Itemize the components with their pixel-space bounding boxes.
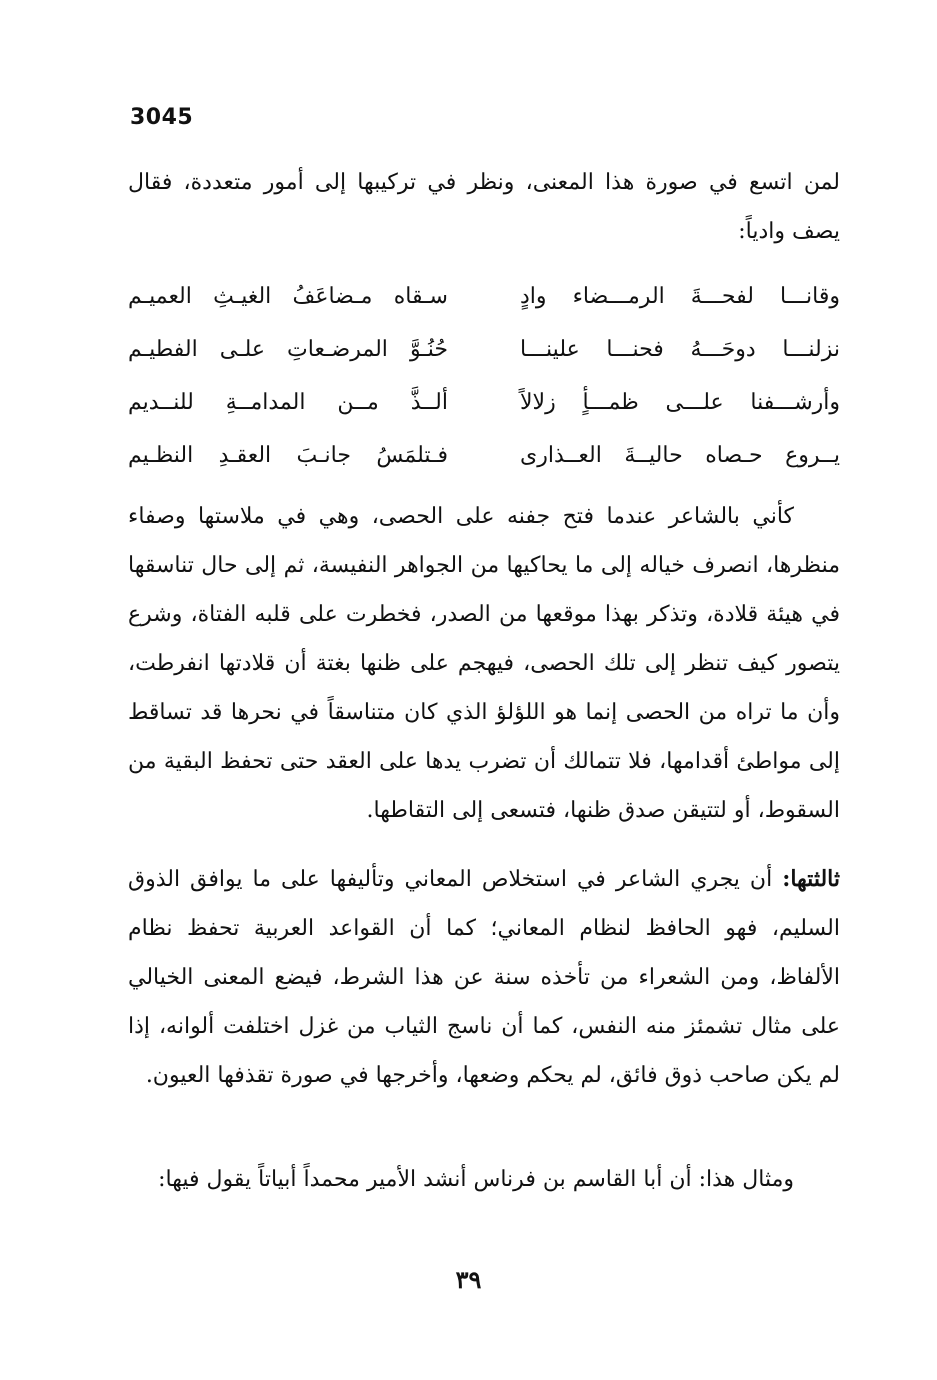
verse-first-hemistich: يــروع حـصاه حاليــةَ العــذارى: [520, 443, 840, 468]
paragraph-lead-heading: ثالثتها:: [782, 866, 840, 892]
verse-first-hemistich: نزلنـــا دوحَـــهُ فحنـــا علينـــا: [520, 337, 840, 362]
verse-first-hemistich: وقانـــا لفحـــةَ الرمـــضاء وادٍ: [520, 284, 840, 309]
paragraph-example: [128, 1155, 840, 1204]
poem-verse: [128, 323, 840, 376]
poem-verse: [128, 270, 840, 323]
paragraph-intro: [128, 158, 840, 256]
paragraph-text: [128, 855, 840, 1100]
verse-second-hemistich: سـقاه مـضاعَفُ الغيـثِ العميـم: [128, 284, 448, 309]
paragraph-text: لمن اتسع في صورة هذا المعنى، ونظر في تركيبها إلى أمور متعددة، فقال يصف وادياً:: [128, 170, 840, 244]
verse-first-hemistich: وأرشـــفنا علـــى ظمـــأٍ زلالاً: [520, 390, 840, 415]
poem: [128, 270, 840, 482]
paragraph-text: كأني بالشاعر عندما فتح جفنه على الحصى، وهي في ملاستها وصفاء منظرها، انصرف خياله إلى ما يحاكيها من الجواهر النفيسة، ثم إلى حال تناسقها في هيئة قلادة، وتذكر بهذا موقعها من الصدر، فخطرت على قلبه الفتاة، وشرع يتصور كيف تنظر إلى تلك الحصى، فيهجم على ظنها بغتة أن قلادتها انفرطت، وأن ما تراه من الحصى إنما هو اللؤلؤ الذي كان متناسقاً في نحرها قد تساقط إلى مواطئ أقدامها، فلا تتمالك أن تضرب يدها على العقد حتى تحفظ البقية من السقوط، أو لتتيقن صدق ظنها، فتسعى إلى التقاطها.: [128, 504, 840, 823]
paragraph-commentary: [128, 492, 840, 835]
poem-verse: [128, 429, 840, 482]
verse-second-hemistich: فـتلمَسُ جانـبَ العقـدِ النظـيم: [128, 443, 448, 468]
verse-second-hemistich: حُنُـوَّ المرضـعاتِ علـى الفطيـم: [128, 337, 448, 362]
paragraph-text: ومثال هذا: أن أبا القاسم بن فرناس أنشد الأمير محمداً أبياتاً يقول فيها:: [158, 1167, 794, 1192]
paragraph-body: أن يجري الشاعر في استخلاص المعاني وتأليفها على ما يوافق الذوق السليم، فهو الحافظ لنظام المعاني؛ كما أن القواعد العربية تحفظ نظام الألفاظ، ومن الشعراء من تأخذه سنة عن هذا الشرط، فيضع المعنى الخيالي على مثال تشمئز منه النفس، كما أن ناسج الثياب من غزل اختلفت ألوانه، إذا لم يكن صاحب ذوق فائق، لم يحكم وضعها، وأخرجها في صورة تقذفها العيون.: [128, 867, 840, 1088]
page-number: ٣٩: [455, 1265, 482, 1294]
document-id: 3045: [130, 105, 194, 130]
poem-verse: [128, 376, 840, 429]
paragraph-third-condition: [128, 855, 840, 1100]
verse-second-hemistich: ألــذَّ مــن المدامــةِ للنــديم: [128, 390, 448, 415]
